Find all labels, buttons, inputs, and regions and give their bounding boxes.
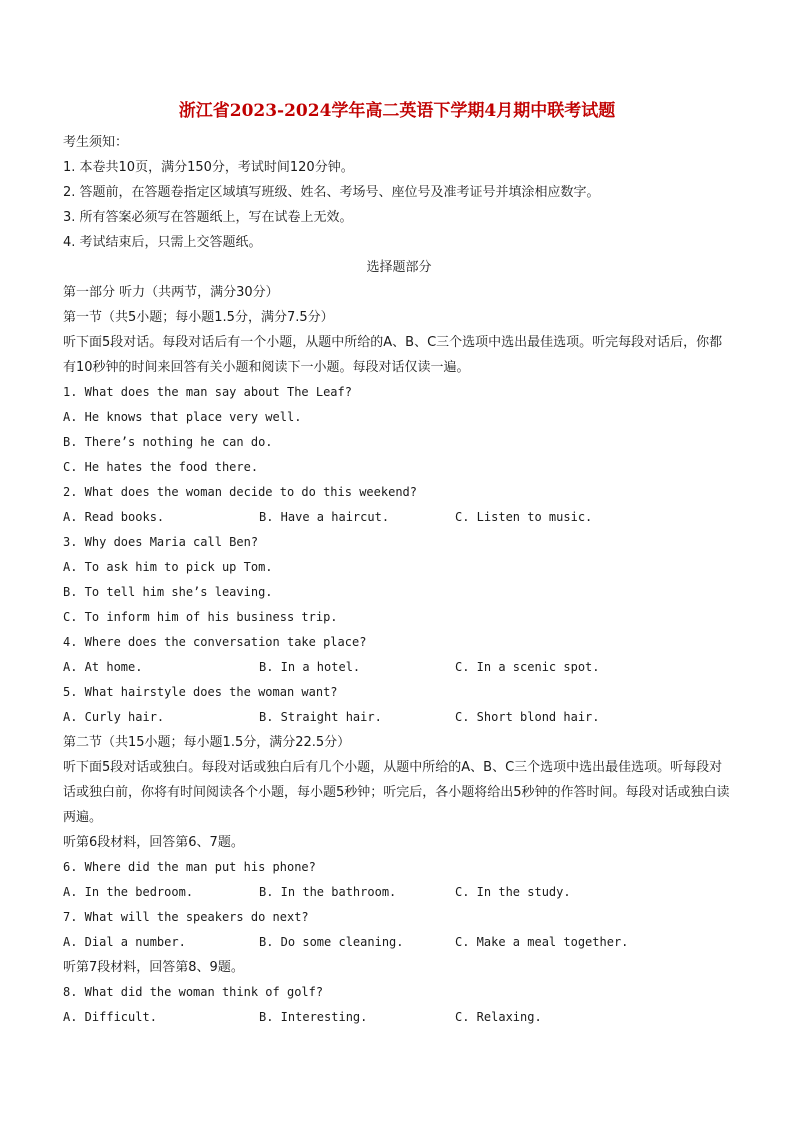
part-one-title: 第一部分 听力（共两节，满分30分）	[63, 285, 279, 300]
question-option: C. In a scenic spot.	[455, 660, 600, 674]
page-title: 浙江省2023-2024学年高二英语下学期4月期中联考试题	[178, 101, 616, 121]
question-options-row	[63, 505, 735, 530]
exam-body	[63, 130, 735, 1030]
notice-item: 2. 答题前，在答题卷指定区域填写班级、姓名、考场号、座位号及准考证号并填涂相应数字。	[63, 185, 600, 200]
section-two-title: 第二节（共15小题；每小题1.5分，满分22.5分）	[63, 735, 351, 750]
question-option: C. Listen to music.	[455, 510, 593, 524]
question-option: C. In the study.	[455, 885, 571, 899]
section-two-instructions: 听下面5段对话或独白。每段对话或独白后有几个小题，从题中所给的A、B、C三个选项中选出最佳选项。听每段对话或独白前，你将有时间阅读各个小题，每小题5秒钟；听完后，各小题将给出5秒钟的作答时间。每段对话或独白读两遍。	[63, 760, 730, 825]
question-stem: 2. What does the woman decide to do this weekend?	[63, 485, 418, 499]
material-heading: 听第7段材料，回答第8、9题。	[63, 960, 244, 975]
notice-heading: 考生须知：	[63, 135, 129, 150]
notice-item: 1. 本卷共10页，满分150分，考试时间120分钟。	[63, 160, 354, 175]
question-option: A. Difficult.	[63, 1010, 157, 1024]
question-option: A. In the bedroom.	[63, 885, 194, 899]
question-stem: 4. Where does the conversation take place?	[63, 635, 367, 649]
question-option: C. Relaxing.	[455, 1010, 542, 1024]
question-option: C. He hates the food there.	[63, 460, 259, 474]
question-option: A. Read books.	[63, 510, 165, 524]
question-stem: 6. Where did the man put his phone?	[63, 860, 316, 874]
part-heading: 选择题部分	[366, 260, 432, 275]
question-option: B. In the bathroom.	[259, 885, 397, 899]
question-option: A. Curly hair.	[63, 710, 165, 724]
question-option: B. Have a haircut.	[259, 510, 390, 524]
notice-item: 4. 考试结束后，只需上交答题纸。	[63, 235, 262, 250]
notice-item: 3. 所有答案必须写在答题纸上，写在试卷上无效。	[63, 210, 353, 225]
question-option: A. He knows that place very well.	[63, 410, 302, 424]
material-heading: 听第6段材料，回答第6、7题。	[63, 835, 244, 850]
question-option: B. There’s nothing he can do.	[63, 435, 273, 449]
question-option: C. Make a meal together.	[455, 935, 629, 949]
question-option: B. Straight hair.	[259, 710, 382, 724]
question-stem: 5. What hairstyle does the woman want?	[63, 685, 338, 699]
question-option: A. To ask him to pick up Tom.	[63, 560, 273, 574]
question-option: C. To inform him of his business trip.	[63, 610, 338, 624]
question-stem: 7. What will the speakers do next?	[63, 910, 309, 924]
question-option: B. Do some cleaning.	[259, 935, 404, 949]
question-options-row	[63, 930, 735, 955]
question-option: C. Short blond hair.	[455, 710, 600, 724]
question-option: A. Dial a number.	[63, 935, 186, 949]
question-options-row	[63, 655, 735, 680]
question-stem: 3. Why does Maria call Ben?	[63, 535, 259, 549]
question-options-row	[63, 705, 735, 730]
section-one-title: 第一节（共5小题；每小题1.5分，满分7.5分）	[63, 310, 334, 325]
question-option: B. Interesting.	[259, 1010, 368, 1024]
question-option: B. In a hotel.	[259, 660, 361, 674]
question-option: A. At home.	[63, 660, 143, 674]
question-stem: 1. What does the man say about The Leaf?	[63, 385, 352, 399]
question-option: B. To tell him she’s leaving.	[63, 585, 273, 599]
section-one-instructions: 听下面5段对话。每段对话后有一个小题，从题中所给的A、B、C三个选项中选出最佳选项。听完每段对话后，你都有10秒钟的时间来回答有关小题和阅读下一小题。每段对话仅读一遍。	[63, 335, 723, 375]
question-stem: 8. What did the woman think of golf?	[63, 985, 324, 999]
question-options-row	[63, 1005, 735, 1030]
question-options-row	[63, 880, 735, 905]
